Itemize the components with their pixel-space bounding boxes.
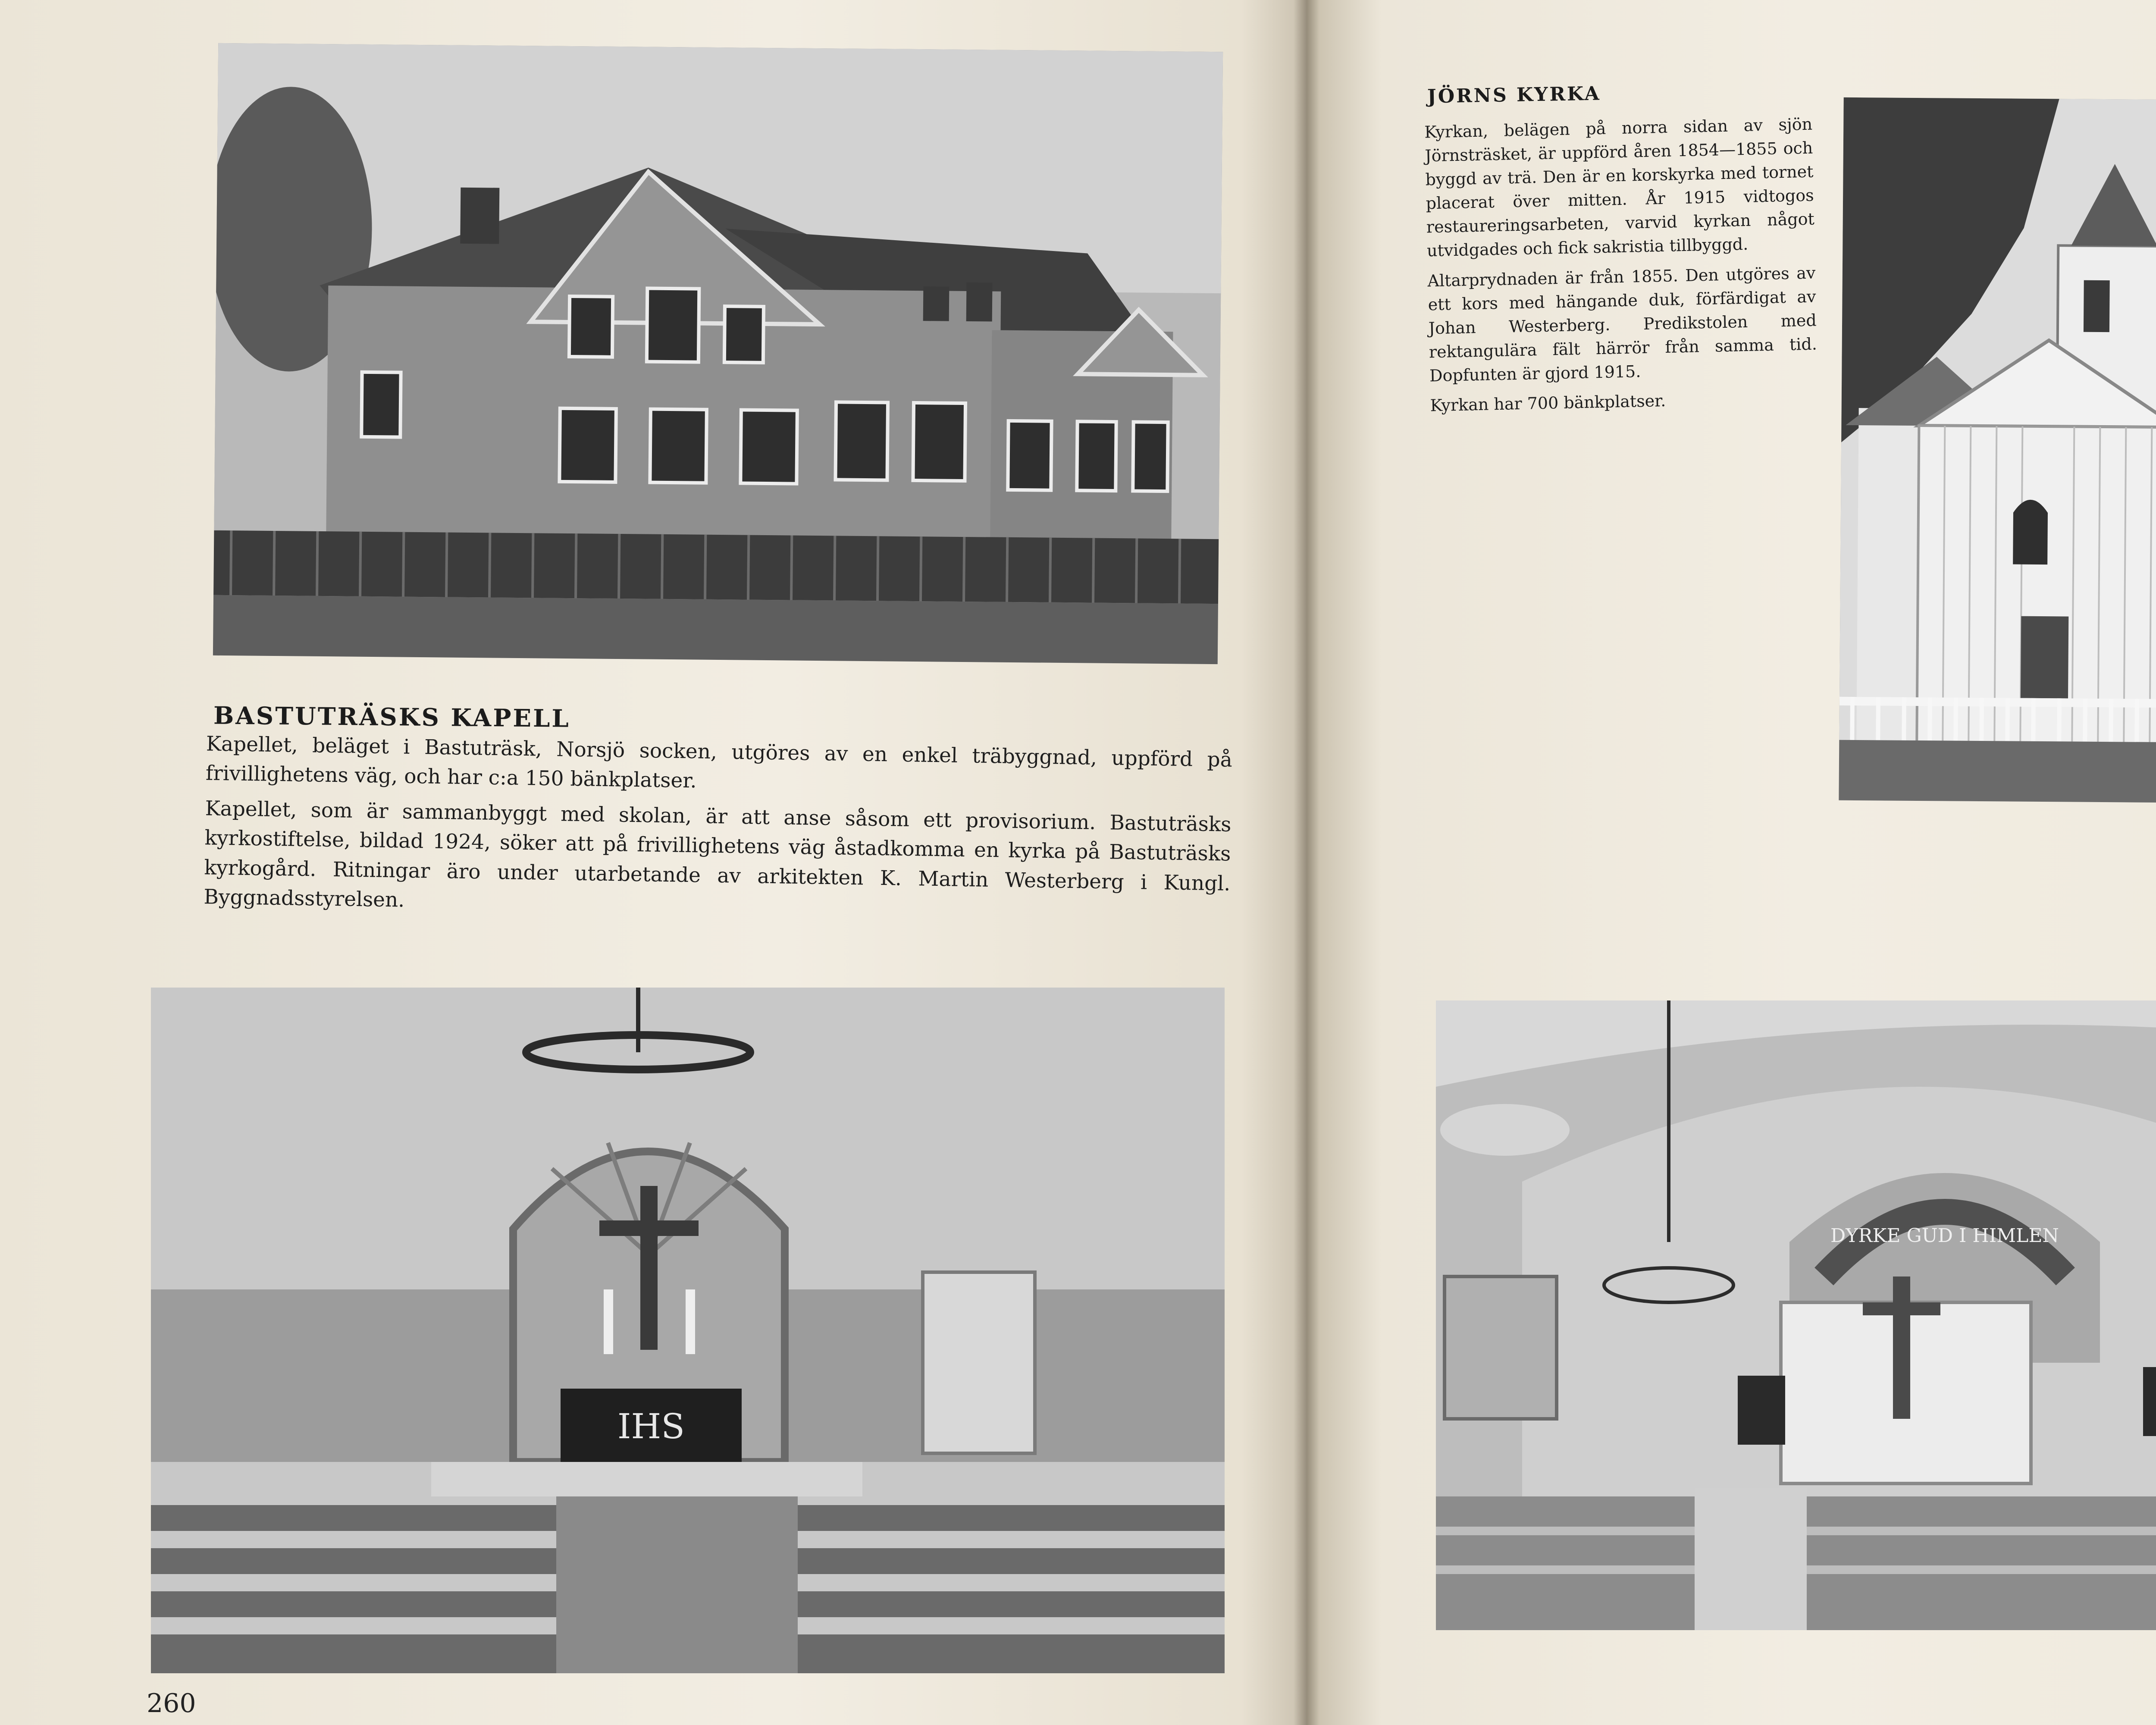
left-paragraph-1: Kapellet, beläget i Bastuträsk, Norsjö socken, utgöres av en enkel träbyggnad, uppförd på frivillighetens väg, och har c:a 150 bänkplatser. [205,732,1233,793]
left-paragraph-2: Kapellet, som är sammanbyggt med skolan, är att anse såsom ett provisorium. Bastuträsks kyrkostiftelse, bildad 1924, söker att på frivillighetens väg åstadkomma en kyrka på Bastuträsks kyrkogård. Ritningar äro under utarbetande av arkitekten K. Martin Westerberg i Kungl. Byggnadsstyrelsen. [204,797,1232,912]
right-paragraph-3: Kyrkan har 700 bänkplatser. [1430,391,1666,415]
altar-text: IHS [617,1406,685,1446]
right-heading: JÖRNS KYRKA [1427,82,1601,108]
left-page-number: 260 [147,1688,196,1719]
chapel-exterior-photo [213,43,1223,664]
book-gutter [1294,0,1319,1725]
church-exterior-photo [1839,97,2156,804]
right-paragraph-2: Altarprydnaden är från 1855. Den utgöres av ett kors med hängande duk, förfärdigat av Johan Westerberg. Predikstolen med rektangulära fält härrör från samma tid. Dopfunten är gjord 1915. [1427,263,1818,386]
right-paragraph-1: Kyrkan, belägen på norra sidan av sjön Jörnsträsket, är uppförd åren 1854—1855 och byggd av trä. Den är en korskyrka med tornet placerat över mitten. År 1915 vidtogos restaureringsarbeten, varvid kyrkan något utvidgades och fick sakristia tillbyggd. [1424,114,1815,260]
left-heading: BASTUTRÄSKS KAPELL [213,701,571,733]
right-body-text [1424,113,1819,424]
church-interior-photo [1436,1000,2156,1630]
altar-arch-text: DYRKE GUD I HIMLEN [1830,1225,2059,1247]
left-body-text [204,729,1233,934]
chapel-interior-photo [151,988,1225,1673]
